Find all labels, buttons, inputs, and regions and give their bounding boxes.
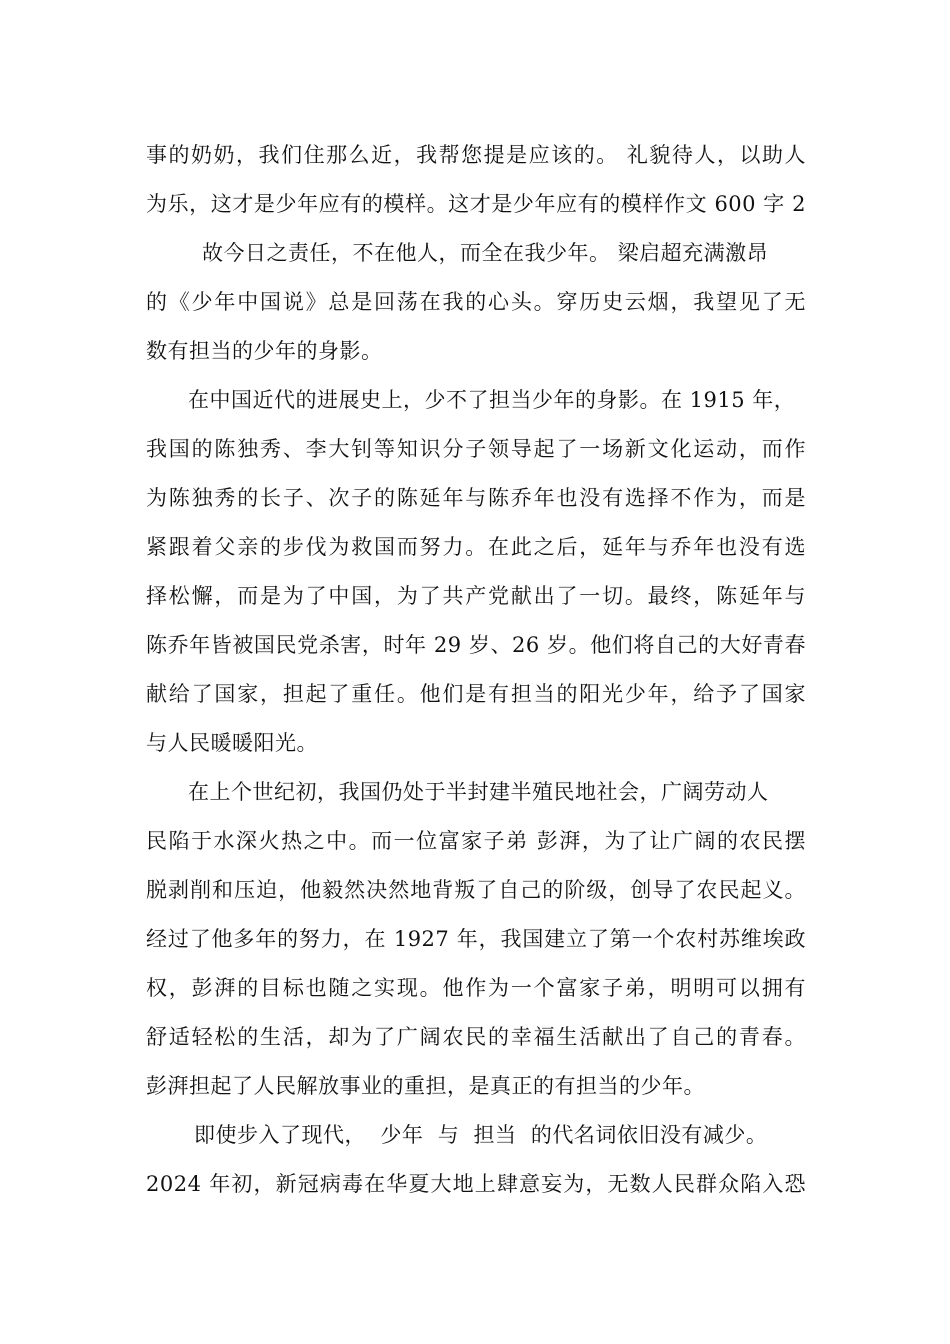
text-line: 陈乔年皆被国民党杀害，时年 29 岁、26 岁。他们将自己的大好青春 bbox=[146, 633, 806, 657]
text-line: 紧跟着父亲的步伐为救国而努力。在此之后，延年与乔年也没有选 bbox=[146, 535, 806, 559]
text-line: 与人民暖暖阳光。 bbox=[146, 731, 318, 755]
text-line: 权，彭湃的目标也随之实现。他作为一个富家子弟，明明可以拥有 bbox=[146, 976, 806, 1000]
body-text bbox=[146, 131, 806, 1209]
text-line: 2024 年初，新冠病毒在华夏大地上肆意妄为，无数人民群众陷入恐 bbox=[146, 1172, 806, 1196]
text-line: 择松懈，而是为了中国，为了共产党献出了一切。最终，陈延年与 bbox=[146, 584, 806, 608]
text-line: 脱剥削和压迫，他毅然决然地背叛了自己的阶级，创导了农民起义。 bbox=[146, 878, 806, 902]
text-line: 献给了国家，担起了重任。他们是有担当的阳光少年，给予了国家 bbox=[146, 682, 806, 706]
paragraph-start-line: 故今日之责任，不在他人，而全在我少年。 梁启超充满激昂 bbox=[202, 241, 769, 265]
text-line: 经过了他多年的努力，在 1927 年，我国建立了第一个农村苏维埃政 bbox=[146, 927, 806, 951]
text-line: 为陈独秀的长子、次子的陈延年与陈乔年也没有选择不作为，而是 bbox=[146, 486, 806, 510]
text-line: 民陷于水深火热之中。而一位富家子弟 彭湃，为了让广阔的农民摆 bbox=[146, 829, 806, 853]
text-line: 彭湃担起了人民解放事业的重担，是真正的有担当的少年。 bbox=[146, 1074, 705, 1098]
paragraph-start-line: 在中国近代的进展史上，少不了担当少年的身影。在 1915 年， bbox=[188, 388, 796, 412]
text-line: 舒适轻松的生活，却为了广阔农民的幸福生活献出了自己的青春。 bbox=[146, 1025, 806, 1049]
text-line: 我国的陈独秀、李大钊等知识分子领导起了一场新文化运动，而作 bbox=[146, 437, 806, 461]
paragraph-start-line: 即使步入了现代， 少年 与 担当 的代名词依旧没有减少。 bbox=[194, 1123, 768, 1147]
text-line: 事的奶奶，我们住那么近，我帮您提是应该的。 礼貌待人，以助人 bbox=[146, 143, 806, 167]
text-line: 的《少年中国说》总是回荡在我的心头。穿历史云烟，我望见了无 bbox=[146, 290, 806, 314]
paragraph-start-line: 在上个世纪初，我国仍处于半封建半殖民地社会，广阔劳动人 bbox=[188, 780, 769, 804]
text-line: 为乐，这才是少年应有的模样。这才是少年应有的模样作文 600 字 2 bbox=[146, 192, 806, 216]
text-line: 数有担当的少年的身影。 bbox=[146, 339, 383, 363]
